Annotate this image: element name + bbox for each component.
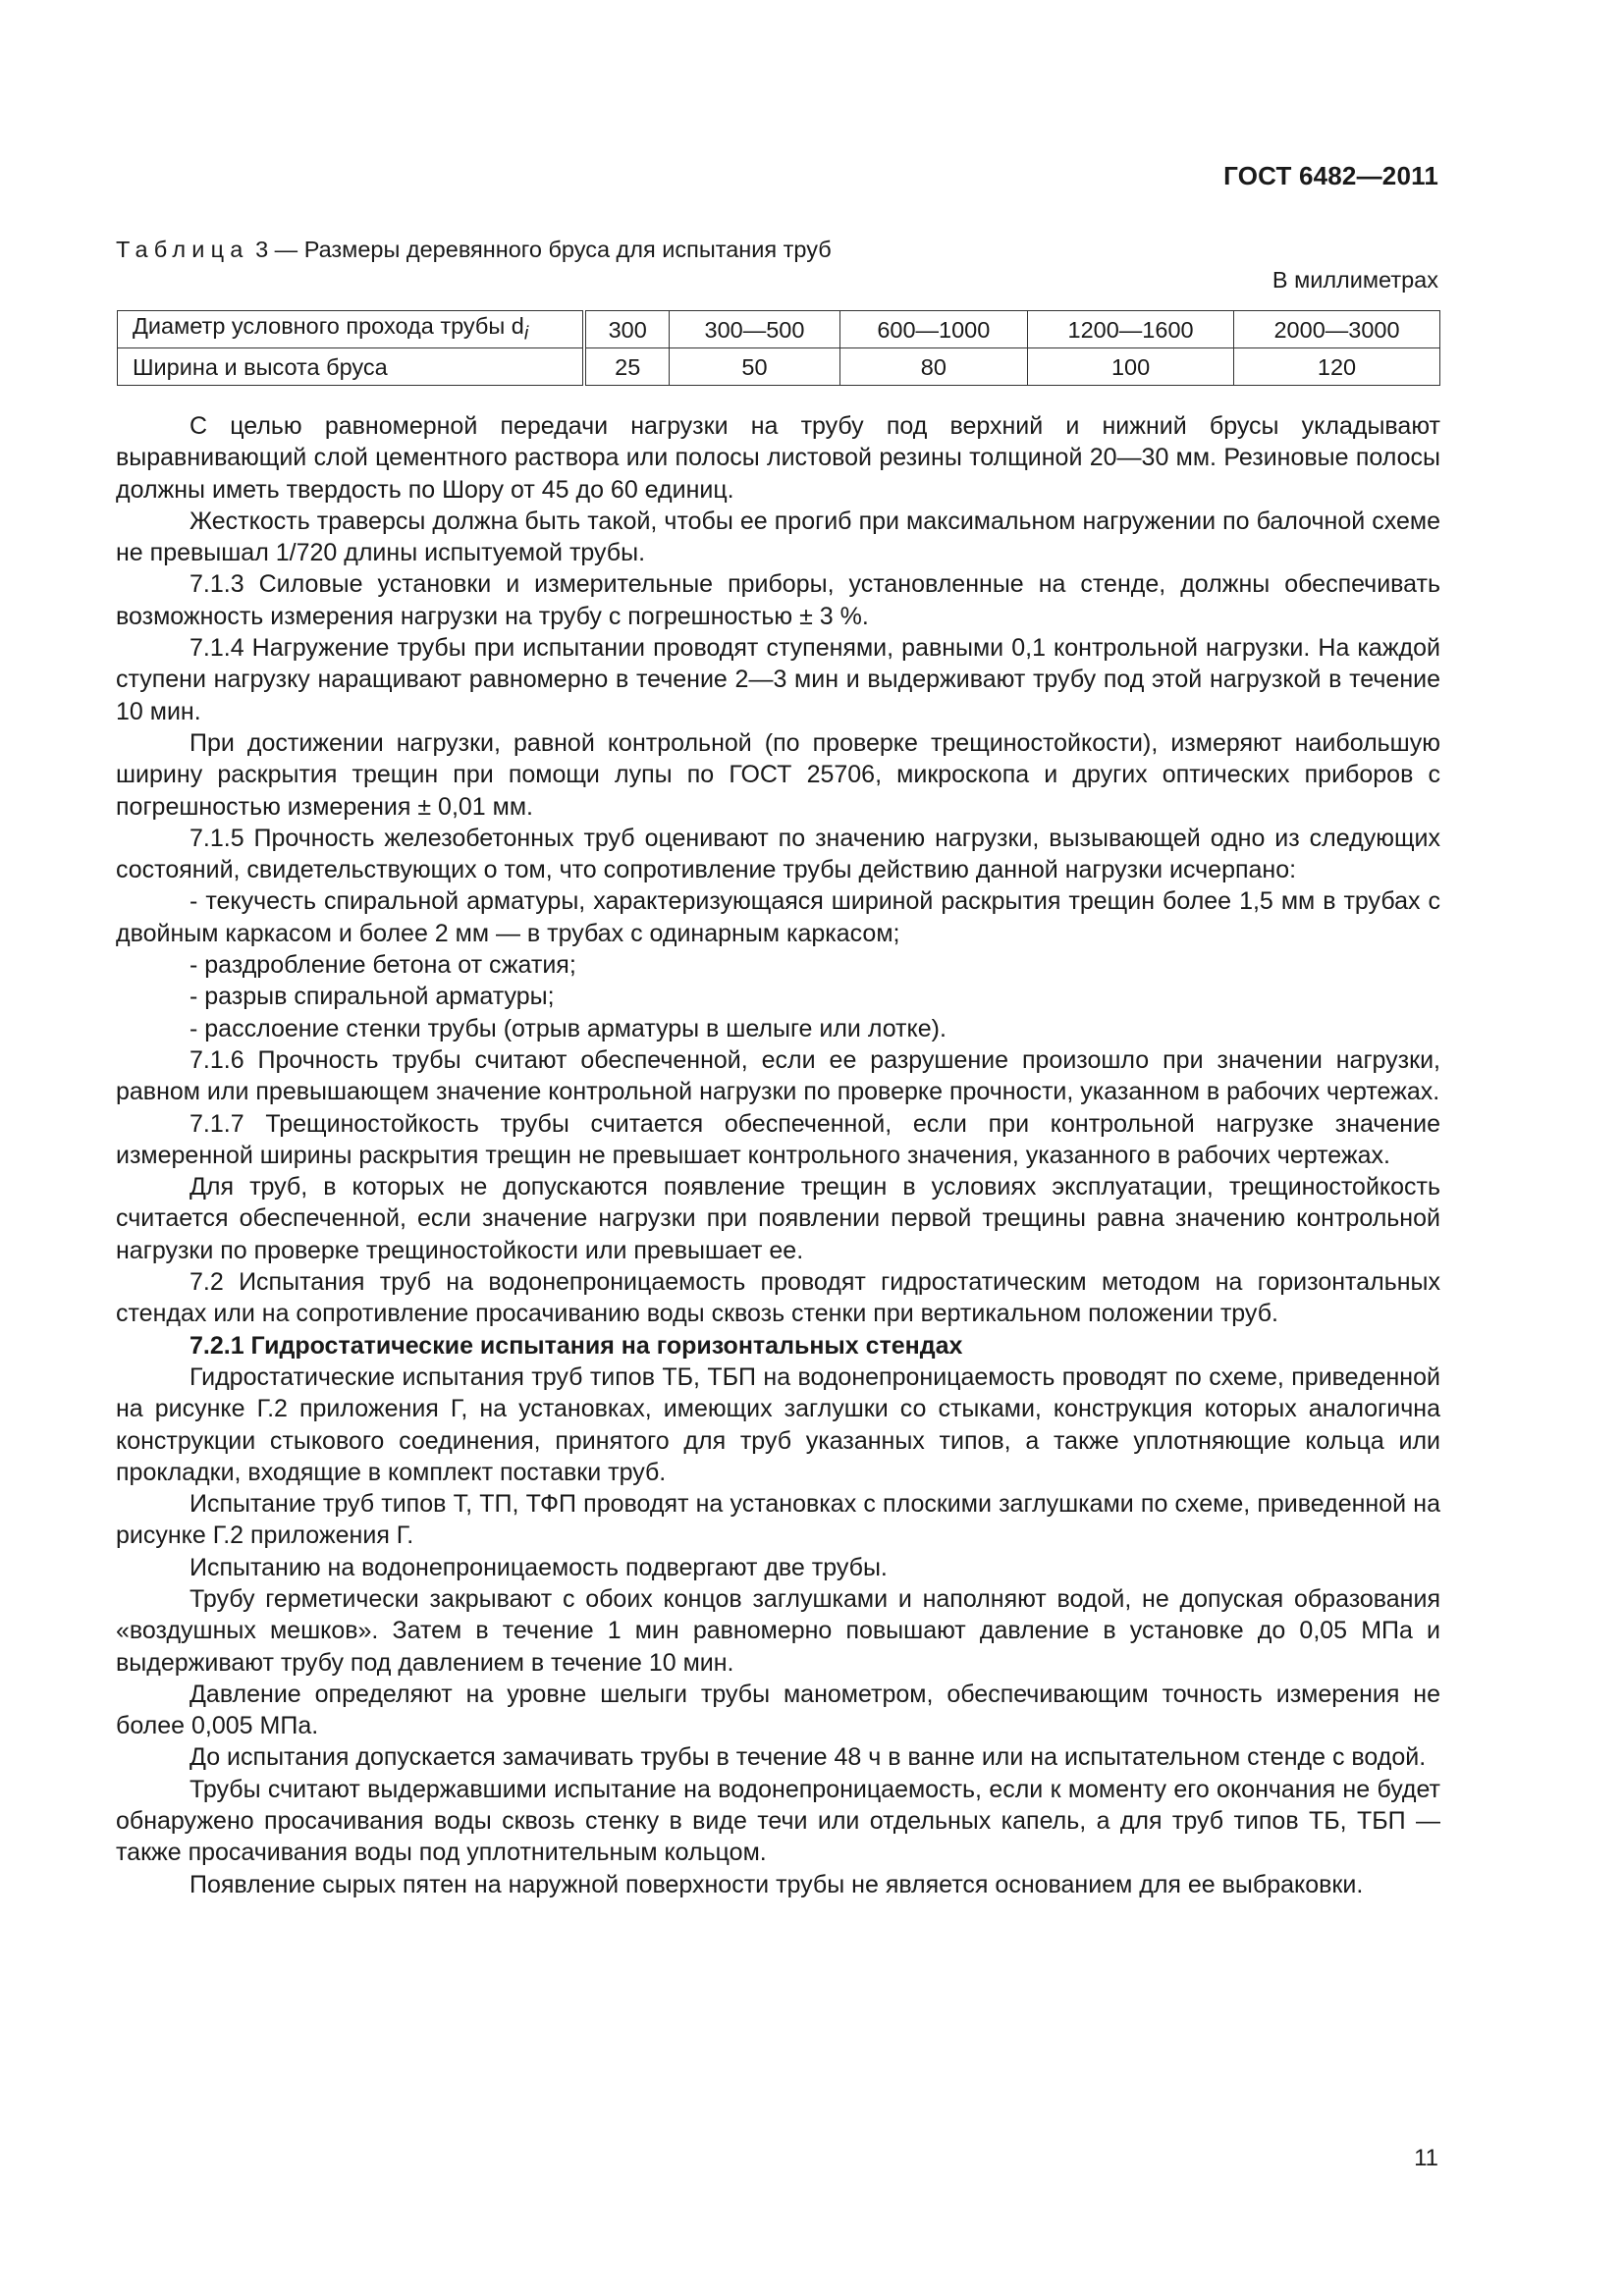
table-caption (116, 234, 832, 265)
paragraph: Трубы считают выдержавшими испытание на водонепроницаемость, если к моменту его окончания не будет обнаружено просачивания воды сквозь стенку в виде течи или отдельных капель, а для труб типов ТБ, ТБП — также просачивания воды под уплотнительным кольцом. (116, 1775, 1440, 1867)
row-header-diameter-subscript: i (523, 322, 529, 345)
paragraph: Испытанию на водонепроницаемость подвергают две трубы. (189, 1553, 888, 1581)
list-item: - расслоение стенки трубы (отрыв арматуры в шелыге или лотке). (189, 1014, 947, 1042)
paragraph: Появление сырых пятен на наружной поверхности трубы не является основанием для ее выбраковки. (189, 1870, 1364, 1898)
table-cell: 300 (584, 311, 670, 348)
table-cell: 2000—3000 (1234, 311, 1440, 348)
row-header-diameter-label: Диаметр условного прохода трубы d (133, 312, 524, 339)
document-body (116, 410, 1440, 1900)
paragraph: Жесткость траверсы должна быть такой, чтобы ее прогиб при максимальном нагружении по балочной схеме не превышал 1/720 длины испытуемой трубы. (116, 507, 1440, 567)
table-units: В миллиметрах (1271, 267, 1438, 293)
table-cell: 600—1000 (839, 311, 1028, 348)
paragraph: 7.1.5 Прочность железобетонных труб оценивают по значению нагрузки, вызывающей одно из следующих состояний, свидетельствующих о том, что сопротивление трубы действию данной нагрузки исчерпано: (116, 824, 1440, 884)
table-cell: 25 (584, 348, 670, 386)
table-caption-title: 3 — Размеры деревянного бруса для испытания труб (248, 237, 832, 262)
paragraph: 7.2 Испытания труб на водонепроницаемость проводят гидростатическим методом на горизонтальных стендах или на сопротивление просачиванию воды сквозь стенки при вертикальном положении труб. (116, 1268, 1440, 1328)
table-cell: 50 (670, 348, 839, 386)
table-cell: 1200—1600 (1028, 311, 1234, 348)
paragraph: 7.1.6 Прочность трубы считают обеспеченной, если ее разрушение произошло при значении нагрузки, равном или превышающем значение контрольной нагрузки по проверке прочности, указанном в рабочих чертежах. (116, 1045, 1440, 1106)
paragraph: До испытания допускается замачивать трубы в течение 48 ч в ванне или на испытательном стенде с водой. (189, 1743, 1427, 1772)
paragraph: Давление определяют на уровне шелыги трубы манометром, обеспечивающим точность измерения не более 0,005 МПа. (116, 1680, 1440, 1740)
timber-dimensions-table (117, 310, 1440, 386)
table-cell: 100 (1028, 348, 1234, 386)
paragraph: Испытание труб типов Т, ТП, ТФП проводят на установках с плоскими заглушками по схеме, приведенной на рисунке Г.2 приложения Г. (116, 1490, 1440, 1550)
page-number: 11 (1414, 2145, 1438, 2171)
paragraph: 7.1.7 Трещиностойкость трубы считается обеспеченной, если при контрольной нагрузке значение измеренной ширины раскрытия трещин не превышает контрольного значения, указанного в рабочих чертежах. (116, 1109, 1440, 1169)
table-cell: 80 (839, 348, 1028, 386)
list-item: - разрыв спиральной арматуры; (189, 983, 555, 1011)
section-heading: 7.2.1 Гидростатические испытания на горизонтальных стендах (189, 1331, 963, 1360)
row-header-diameter (118, 311, 585, 348)
table-caption-label: Таблица (116, 237, 249, 262)
table-cell: 300—500 (670, 311, 839, 348)
paragraph: При достижении нагрузки, равной контрольной (по проверке трещиностойкости), измеряют наибольшую ширину раскрытия трещин при помощи лупы по ГОСТ 25706, микроскопа и других оптических приборов с погрешностью измерения ± 0,01 мм. (116, 728, 1440, 821)
paragraph: Трубу герметически закрывают с обоих концов заглушками и наполняют водой, не допуская образования «воздушных мешков». Затем в течение 1 мин равномерно повышают давление в установке до 0,05 МПа и выдерживают трубу под давлением в течение 10 мин. (116, 1584, 1440, 1677)
list-item: - текучесть спиральной арматуры, характеризующаяся шириной раскрытия трещин более 1,5 мм в трубах с двойным каркасом и более 2 мм — в трубах с одинарным каркасом; (116, 887, 1440, 947)
table-row (118, 311, 1440, 348)
paragraph: 7.1.3 Силовые установки и измерительные приборы, установленные на стенде, должны обеспечивать возможность измерения нагрузки на трубу с погрешностью ± 3 %. (116, 570, 1440, 630)
table-row (118, 348, 1440, 386)
paragraph: С целью равномерной передачи нагрузки на трубу под верхний и нижний брусы укладывают выравнивающий слой цементного раствора или полосы листовой резины толщиной 20—30 мм. Резиновые полосы должны иметь твердость по Шору от 45 до 60 единиц. (116, 412, 1440, 504)
table-cell: 120 (1234, 348, 1440, 386)
document-code-header: ГОСТ 6482—2011 (1223, 161, 1438, 190)
paragraph: Для труб, в которых не допускаются появление трещин в условиях эксплуатации, трещиностойкость считается обеспеченной, если значение нагрузки при появлении первой трещины равна значению контрольной нагрузки по проверке трещиностойкости или превышает ее. (116, 1173, 1440, 1264)
paragraph: Гидростатические испытания труб типов ТБ, ТБП на водонепроницаемость проводят по схеме, приведенной на рисунке Г.2 приложения Г, на установках, имеющих заглушки со стыками, конструкция которых аналогична конструкции стыкового соединения, принятого для труб указанных типов, а также уплотняющие кольца или прокладки, входящие в комплект поставки труб. (116, 1362, 1440, 1486)
paragraph: 7.1.4 Нагружение трубы при испытании проводят ступенями, равными 0,1 контрольной нагрузки. На каждой ступени нагрузку наращивают равномерно в течение 2—3 мин и выдерживают трубу под этой нагрузкой в течение 10 мин. (116, 634, 1440, 725)
list-item: - раздробление бетона от сжатия; (189, 951, 576, 980)
row-header-width: Ширина и высота бруса (118, 348, 585, 386)
